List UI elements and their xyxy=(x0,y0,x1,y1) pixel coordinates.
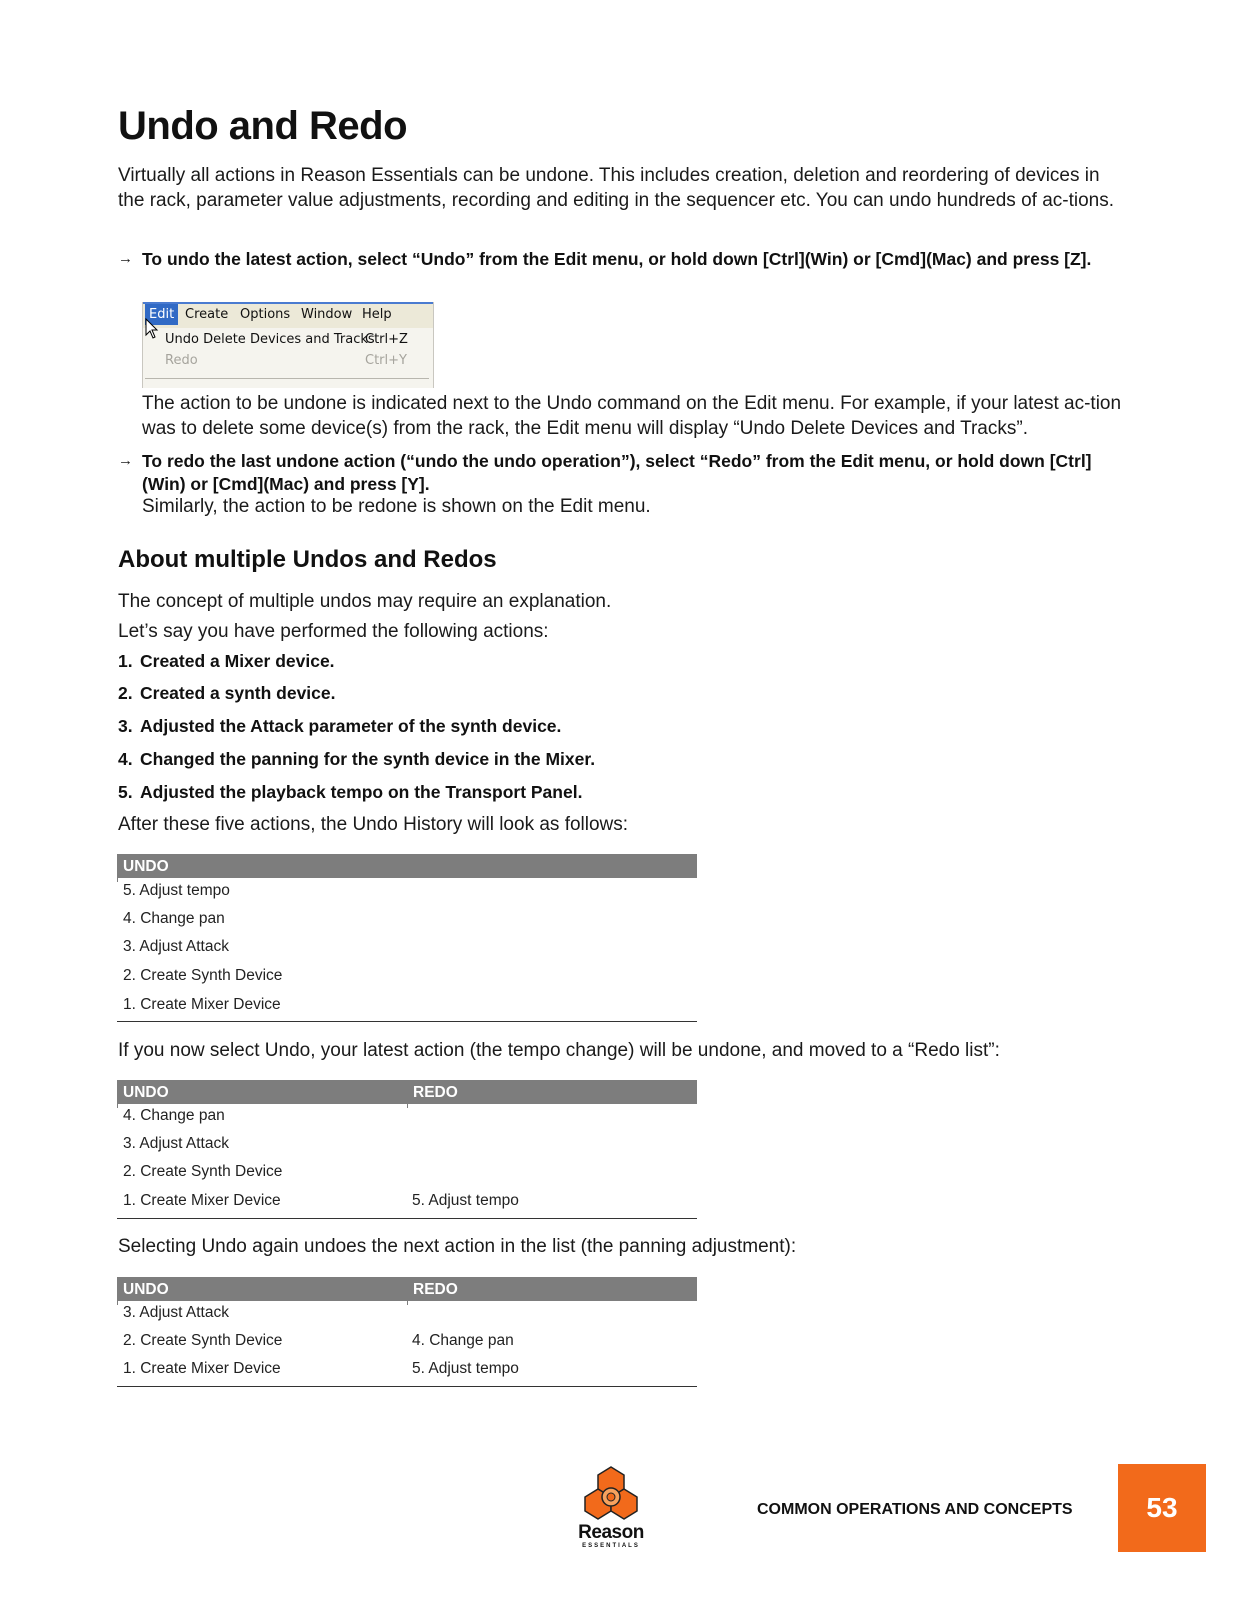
menu-bar xyxy=(143,302,433,328)
section-heading: About multiple Undos and Redos xyxy=(118,546,497,573)
logo-wordmark: Reason xyxy=(578,1522,644,1543)
table-header xyxy=(117,1080,697,1104)
edit-menu-screenshot xyxy=(142,302,434,388)
menu-create: Create xyxy=(185,307,229,322)
redo-note: Similarly, the action to be redone is shown on the Edit menu. xyxy=(142,496,651,517)
table-cell: 3. Adjust Attack xyxy=(123,938,229,955)
list-item: 3. Adjusted the Attack parameter of the synth device. xyxy=(118,716,562,736)
bullet-arrow-icon: → xyxy=(118,250,133,267)
undo-column-header: UNDO xyxy=(123,1084,169,1101)
step-undo-instruction: To undo the latest action, select “Undo” from the Edit menu, or hold down [Ctrl](Win) or [Cmd](Mac) and press [Z]. xyxy=(142,249,1092,269)
page-number: 53 xyxy=(1146,1492,1178,1523)
table-cell: 1. Create Mixer Device xyxy=(123,996,281,1013)
undo-history-table-3 xyxy=(117,1277,697,1389)
table-cell: 2. Create Synth Device xyxy=(123,967,283,984)
mouse-cursor-icon xyxy=(145,318,159,340)
undo-history-table-1 xyxy=(117,854,697,1024)
between-tables-paragraph-2: Selecting Undo again undoes the next action in the list (the panning adjustment): xyxy=(118,1236,797,1257)
section-paragraph-2: Let’s say you have performed the following actions: xyxy=(118,621,549,642)
table-header xyxy=(117,1277,697,1301)
menu-options: Options xyxy=(240,307,291,322)
menu-item-undo-shortcut: Ctrl+Z xyxy=(365,332,408,347)
step-redo-instruction: To redo the last undone action (“undo the undo operation”), select “Redo” from the Edit menu, or hold down [Ctrl](Win) or [Cmd](Mac) and press [Y]. xyxy=(142,451,1092,494)
redo-column-header: REDO xyxy=(413,1281,458,1298)
section-paragraph-1: The concept of multiple undos may require an explanation. xyxy=(118,591,612,612)
table-cell: 5. Adjust tempo xyxy=(412,1360,519,1377)
page-number-box xyxy=(1118,1464,1206,1552)
list-item: 5. Adjusted the playback tempo on the Transport Panel. xyxy=(118,782,583,802)
table-cell: 3. Adjust Attack xyxy=(123,1135,229,1152)
undo-column-header: UNDO xyxy=(123,858,169,875)
table-cell: 1. Create Mixer Device xyxy=(123,1360,281,1377)
table-cell: 4. Change pan xyxy=(123,1107,225,1124)
reason-logo-icon xyxy=(580,1465,642,1525)
after-list-paragraph: After these five actions, the Undo History will look as follows: xyxy=(118,814,629,835)
table-bottom-rule xyxy=(117,1386,697,1387)
table-cell: 2. Create Synth Device xyxy=(123,1332,283,1349)
menu-window: Window xyxy=(301,307,353,322)
list-item: 1. Created a Mixer device. xyxy=(118,651,335,671)
between-tables-paragraph-1: If you now select Undo, your latest action (the tempo change) will be undone, and moved to a “Redo list”: xyxy=(118,1040,1000,1061)
undo-history-table-2 xyxy=(117,1080,697,1222)
menu-item-redo-shortcut: Ctrl+Y xyxy=(365,353,407,368)
undo-note: The action to be undone is indicated next to the Undo command on the Edit menu. For example, if your latest ac-tion was to delete some device(s) from the rack, the Edit menu will display “Undo Delete Devices and Tracks”. xyxy=(142,393,1122,439)
table-cell: 2. Create Synth Device xyxy=(123,1163,283,1180)
list-item: 4. Changed the panning for the synth device in the Mixer. xyxy=(118,749,596,769)
table-cell: 1. Create Mixer Device xyxy=(123,1192,281,1209)
bullet-arrow-icon: → xyxy=(118,452,133,469)
menu-edit: Edit xyxy=(145,304,178,325)
table-cell: 5. Adjust tempo xyxy=(123,882,230,899)
intro-paragraph: Virtually all actions in Reason Essentials can be undone. This includes creation, deletion and reordering of devices in the rack, parameter value adjustments, recording and editing in the sequencer etc. You can undo hundreds of ac-tions. xyxy=(118,165,1115,211)
menu-item-undo-label: Undo Delete Devices and Tracks xyxy=(165,332,375,347)
table-cell: 5. Adjust tempo xyxy=(412,1192,519,1209)
footer-section-title: COMMON OPERATIONS AND CONCEPTS xyxy=(757,1501,1073,1518)
menu-separator xyxy=(145,378,429,379)
table-bottom-rule xyxy=(117,1218,697,1219)
undo-column-header: UNDO xyxy=(123,1281,169,1298)
table-cell: 4. Change pan xyxy=(123,910,225,927)
table-bottom-rule xyxy=(117,1021,697,1022)
menu-item-redo-label: Redo xyxy=(165,353,198,368)
redo-column-header: REDO xyxy=(413,1084,458,1101)
logo-subtitle: ESSENTIALS xyxy=(582,1543,640,1549)
menu-help: Help xyxy=(362,307,392,322)
table-header xyxy=(117,854,697,878)
table-cell: 4. Change pan xyxy=(412,1332,514,1349)
list-item: 2. Created a synth device. xyxy=(118,683,336,703)
page-title: Undo and Redo xyxy=(118,104,408,148)
table-cell: 3. Adjust Attack xyxy=(123,1304,229,1321)
